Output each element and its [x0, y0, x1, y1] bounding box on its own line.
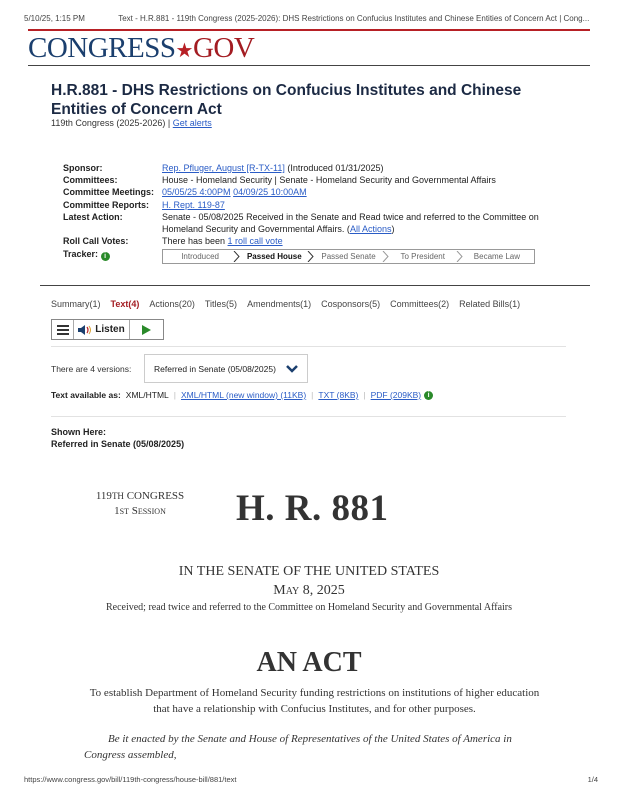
- latest-action-label: Latest Action:: [63, 211, 123, 222]
- congress-session: 119th Congress (2025-2026): [51, 118, 166, 128]
- listen-menu-button[interactable]: [52, 320, 74, 339]
- bill-overview: [63, 162, 552, 261]
- tab-summary[interactable]: Summary(1): [51, 299, 101, 309]
- divider: [51, 416, 566, 417]
- senate-date: May 8, 2025: [273, 583, 345, 598]
- print-page-number: 1/4: [587, 775, 598, 784]
- congress-session-block: [94, 489, 186, 519]
- tracker-step-label: Passed House: [246, 252, 302, 261]
- listen-toolbar: [51, 319, 164, 340]
- session-num: 1: [114, 505, 120, 517]
- version-selected-value: Referred in Senate (05/08/2025): [154, 363, 276, 374]
- version-select[interactable]: [144, 354, 308, 383]
- sponsor-link[interactable]: Rep. Pfluger, August [R-TX-11]: [162, 163, 285, 173]
- format-separator: |: [173, 390, 176, 400]
- shown-here: [51, 426, 184, 450]
- meeting-link-2[interactable]: 04/09/25 10:00AM: [233, 187, 307, 198]
- an-act-heading: AN ACT: [256, 647, 362, 678]
- tracker-label-text: Tracker:: [63, 249, 99, 260]
- divider: [51, 346, 566, 347]
- play-button[interactable]: [130, 320, 163, 339]
- session-word: st Session: [119, 505, 166, 517]
- tracker-step: [311, 250, 385, 263]
- congress-gov-logo[interactable]: [28, 33, 254, 66]
- sponsor-label: Sponsor:: [63, 163, 103, 173]
- congress-word: CONGRESS: [123, 490, 185, 502]
- tracker-step: [460, 250, 534, 263]
- reports-row: [63, 199, 552, 211]
- committees-value: House - Homeland Security | Senate - Homeland Security and Governmental Affairs: [162, 175, 496, 186]
- format-current: XML/HTML: [125, 390, 169, 400]
- meeting-link-1[interactable]: 05/05/25 4:00PM: [162, 187, 231, 198]
- roll-call-prefix: There has been: [162, 236, 228, 247]
- tab-text[interactable]: Text(4): [110, 299, 140, 309]
- bill-tracker: [162, 249, 535, 264]
- latest-action-row: [63, 211, 552, 235]
- congress-number: [94, 489, 186, 504]
- shown-here-value: Referred in Senate (05/08/2025): [51, 439, 185, 449]
- tracker-step-label: Introduced: [181, 252, 219, 261]
- purpose-text: To establish Department of Homeland Security funding restrictions on institutions of higher education that have a relationship with Confucius Institutes, and for other purposes.: [89, 687, 540, 715]
- roll-call-link[interactable]: 1 roll call vote: [227, 236, 283, 247]
- tracker-label: [63, 248, 162, 261]
- info-icon[interactable]: i: [101, 252, 110, 261]
- separator: |: [165, 118, 173, 128]
- format-pdf-link[interactable]: PDF (209KB): [370, 390, 422, 400]
- senate-heading: IN THE SENATE OF THE UNITED STATES: [178, 564, 440, 579]
- section-divider: [40, 285, 590, 286]
- print-url: https://www.congress.gov/bill/119th-congress/house-bill/881/text: [24, 775, 237, 784]
- versions-label: There are 4 versions:: [51, 364, 132, 374]
- print-datetime: 5/10/25, 1:15 PM: [24, 14, 85, 23]
- enacting-clause: Be it enacted by the Senate and House of Representatives of the United States of America in Congress assembled,: [84, 733, 512, 761]
- meetings-label: Committee Meetings:: [63, 187, 155, 198]
- header-divider: [28, 65, 590, 66]
- menu-icon: [57, 325, 69, 335]
- text-formats: [51, 390, 433, 400]
- committees-row: [63, 174, 552, 186]
- page-title: H.R.881 - DHS Restrictions on Confucius Institutes and Chinese Entities of Concern Act: [51, 82, 522, 118]
- roll-call-label: Roll Call Votes:: [63, 236, 129, 247]
- format-txt-link[interactable]: TXT (8KB): [318, 390, 359, 400]
- congress-th: TH: [111, 491, 124, 501]
- tab-amendments[interactable]: Amendments(1): [247, 299, 312, 309]
- tab-cosponsors[interactable]: Cosponsors(5): [321, 299, 381, 309]
- pdf-info-icon[interactable]: i: [424, 391, 433, 400]
- tracker-step-label: To President: [400, 252, 445, 261]
- tracker-step: [163, 250, 237, 263]
- get-alerts-link[interactable]: Get alerts: [172, 118, 212, 128]
- play-icon: [142, 325, 151, 335]
- congress-num: 119: [95, 490, 112, 502]
- introduced-date: (Introduced 01/31/2025): [284, 163, 384, 173]
- logo-star-icon: ★: [175, 40, 193, 62]
- print-footer: [24, 775, 598, 784]
- chevron-down-icon: [286, 365, 298, 373]
- format-separator: |: [311, 390, 314, 400]
- referral-text: Received; read twice and referred to the Committee on Homeland Security and Governmental Affairs: [105, 602, 513, 613]
- print-page-title: Text - H.R.881 - 119th Congress (2025-2026): DHS Restrictions on Confucius Institutes and Chinese Entities of Concern Act | Cong...: [118, 14, 590, 23]
- latest-action-text: Senate - 05/08/2025 Received in the Senate and Read twice and referred to the Committee on Homeland Security and Governmental Affairs. (: [162, 211, 539, 235]
- format-separator: |: [363, 390, 366, 400]
- tracker-step: [237, 250, 311, 263]
- tab-committees[interactable]: Committees(2): [390, 299, 450, 309]
- report-link[interactable]: H. Rept. 119-87: [162, 199, 225, 210]
- tracker-step: [386, 250, 460, 263]
- congress-line: [51, 118, 212, 128]
- sponsor-row: [63, 162, 552, 174]
- bill-number: H. R. 881: [236, 488, 389, 529]
- bill-tabs: [51, 299, 520, 309]
- logo-congress: CONGRESS: [28, 32, 176, 64]
- session-number: [94, 504, 186, 519]
- paren-close: ): [391, 224, 395, 235]
- tracker-step-label: Became Law: [473, 252, 521, 261]
- formats-label: Text available as:: [51, 390, 121, 400]
- reports-label: Committee Reports:: [63, 199, 150, 210]
- tab-related-bills[interactable]: Related Bills(1): [459, 299, 521, 309]
- meetings-row: [63, 186, 552, 198]
- tracker-step-label: Passed Senate: [321, 252, 376, 261]
- format-xml-new-window-link[interactable]: XML/HTML (new window) (11KB): [180, 390, 307, 400]
- roll-call-row: [63, 235, 552, 247]
- print-header: [24, 14, 598, 23]
- listen-label: Listen: [95, 324, 125, 335]
- logo-gov: GOV: [192, 32, 255, 64]
- tab-titles[interactable]: Titles(5): [204, 299, 238, 309]
- all-actions-link[interactable]: All Actions: [349, 224, 392, 235]
- header-red-rule: [28, 29, 590, 31]
- committees-label: Committees:: [63, 175, 118, 186]
- shown-here-label: Shown Here:: [51, 427, 107, 437]
- listen-button[interactable]: [74, 320, 130, 339]
- tab-actions[interactable]: Actions(20): [149, 299, 195, 309]
- speaker-icon: [78, 325, 92, 335]
